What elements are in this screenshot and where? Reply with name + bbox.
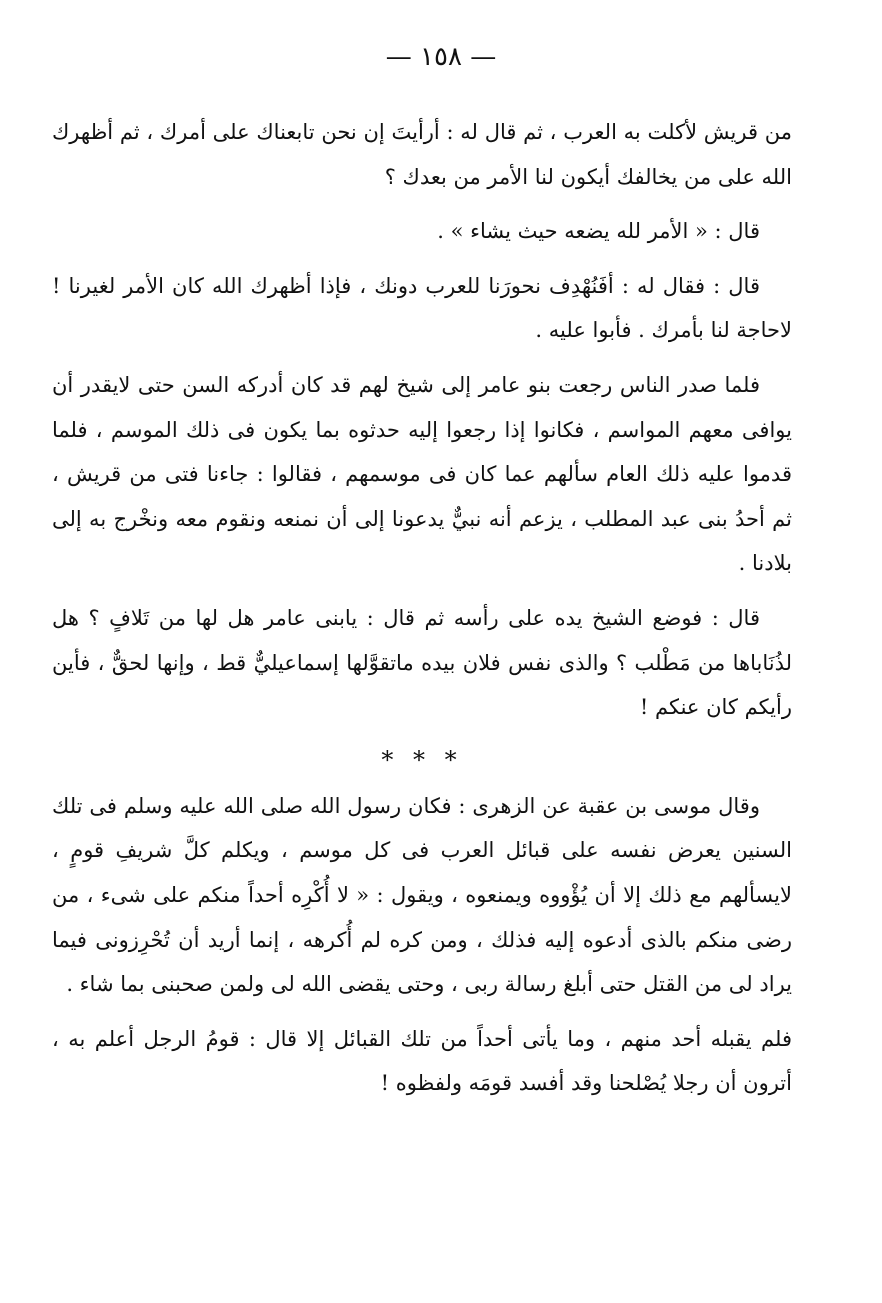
paragraph: فلما صدر الناس رجعت بنو عامر إلى شيخ لهم قد كان أدركه السن حتى لايقدر أن يوافى معهم المواسم ، فكانوا إذا رجعوا إليه حدثوه بما يكون فى ذلك الموسم ، فلما قدموا عليه ذلك العام سألهم عما كان فى موسمهم ، فقالوا : جاءنا فتى من قريش ، ثم أحدُ بنى عبد المطلب ، يزعم أنه نبيٌّ يدعونا إلى أن نمنعه ونقوم معه ونخْرج به إلى بلادنا . — [52, 372, 792, 576]
paragraph: قال : فوضع الشيخ يده على رأسه ثم قال : يابنى عامر هل لها من تَلافٍ ؟ هل لذُنَاباها من مَطْلب ؟ والذى نفس فلان بيده ماتقوَّلها إسماعيليٌّ قط ، وإنها لحقٌّ ، فأين رأيكم كان عنكم ! — [52, 605, 792, 720]
section-separator: * * * — [381, 745, 463, 774]
paragraph: قال : « الأمر لله يضعه حيث يشاء » . — [437, 219, 760, 244]
paragraph: من قريش لأكلت به العرب ، ثم قال له : أرأيتَ إن نحن تابعناك على أمرك ، ثم أظهرك الله على من يخالفك أيكون لنا الأمر من بعدك ؟ — [52, 120, 792, 189]
page-text — [52, 110, 792, 1116]
paragraph: قال : فقال له : أفَنُهْدِف نحورَنا للعرب دونك ، فإذا أظهرك الله كان الأمر لغيرنا ! لاحاجة لنا بأمرك . فأبوا عليه . — [52, 273, 792, 343]
paragraph: فلم يقبله أحد منهم ، وما يأتى أحداً من تلك القبائل إلا قال : قومُ الرجل أعلم به ، أترون أن رجلا يُصْلحنا وقد أفسد قومَه ولفظوه ! — [52, 1026, 792, 1096]
paragraph: وقال موسى بن عقبة عن الزهرى : فكان رسول الله صلى الله عليه وسلم فى تلك السنين يعرض نفسه على قبائل العرب فى كل موسم ، ويكلم كلَّ شريفِ قومٍ ، لايسألهم مع ذلك إلا أن يُؤْووه ويمنعوه ، ويقول : « لا أُكْرِه أحداً منكم على شىء ، من رضى منكم بالذى أدعوه إليه فذلك ، ومن كره لم أُكرهه ، إنما أريد أن تُحْرِزونى فيما يراد لى من القتل حتى أبلغ رسالة ربى ، وحتى يقضى الله لى ولمن صحبنى بما شاء . — [52, 793, 792, 997]
page-number: — ١٥٨ — — [385, 42, 497, 72]
